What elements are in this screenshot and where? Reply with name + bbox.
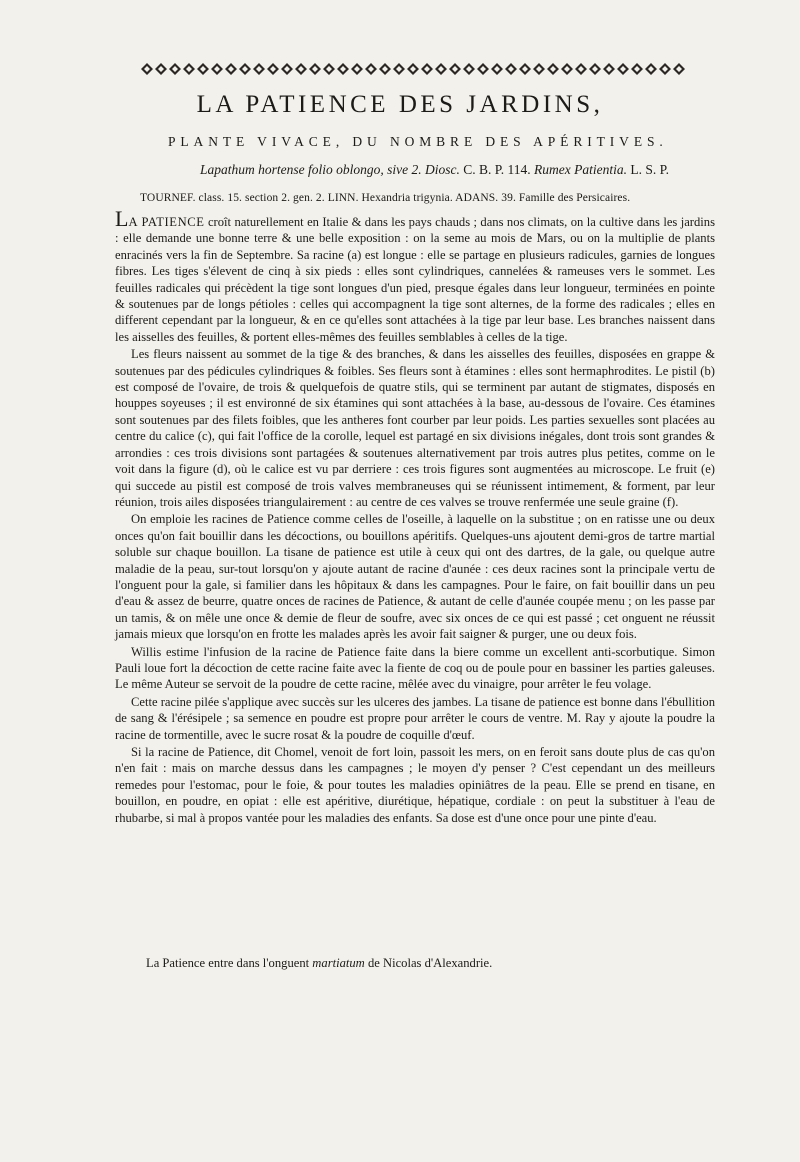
ornament-fleuron [379,63,391,75]
lead-words: A PATIENCE [128,215,205,229]
classification-line: TOURNEF. class. 15. section 2. gen. 2. LINN. Hexandria trigynia. ADANS. 39. Famille des Persicaires. [140,192,631,204]
ornament-fleuron [631,63,643,75]
ornament-fleuron [197,63,209,75]
paragraph-ulcers: Cette racine pilée s'applique avec succès sur les ulceres des jambes. La tisane de patience est bonne dans l'ébullition de sang & l'érésipele ; sa semence en poudre est propre pour arrêter le cours de ventre. M. Ray y ajoute la poudre la racine de tormentille, avec le sucre rosat & la poudre de coquille d'œuf. [115,694,715,742]
synonym-reference: C. B. P. 114. [463,162,531,177]
ornament-fleuron [645,63,657,75]
ornament-fleuron [547,63,559,75]
ornament-fleuron [491,63,503,75]
ornament-fleuron [211,63,223,75]
ornament-fleuron [477,63,489,75]
paragraph-description-text: croît naturellement en Italie & dans les pays chauds ; dans nos climats, on la cultive dans les jardins : elle demande une bonne terre & une belle exposition : on la seme au mois de Mars, ou on la multiplie de plants enracinés vers la fin de Septembre. Sa racine (a) est longue : elle se partage en plusieurs radicules, garnies de longues fibres. Les tiges s'élevent de cinq à six pieds : elles sont cylindriques, cannelées & rameuses vers le sommet. Les feuilles radicales qui précèdent la tige sont longues d'un pied, presque égales dans leur longueur, terminées en pointe & soutenues par de longs pétioles : celles qui accompagnent la tige sont alternes, de la forme des radicales ; elles en different cependant par la longueur, & en ce qu'elles sont attachées à la tige par leur base. Les branches naissent dans les aisselles des feuilles, & portent elles-mêmes des feuilles semblables à celles de la tige. [115,215,715,344]
ornament-fleuron [589,63,601,75]
ornament-fleuron [449,63,461,75]
paragraph-description [115,206,715,345]
closing-italic-word: martiatum [312,956,365,970]
synonym-linnaeus: L. S. P. [630,162,670,177]
paragraph-chomel: Si la racine de Patience, dit Chomel, venoit de fort loin, passoit les mers, on en feroit sans doute plus de cas qu'on n'en fait : mais on marche dessus dans les campagnes ; le moyen d'y penser ? C'est cependant un des meilleurs remedes pour l'estomac, pour le foie, & pour toutes les maladies opiniâtres de la peau. Elle se prend en tisane, en bouillon, en poudre, en opiat : elle est apéritive, diurétique, hépatique, cordiale : on peut la substituer à l'eau de rhubarbe, si mal à propos vantée pour les maladies des enfants. Sa dose est d'une once pour une pinte d'eau. [115,745,715,825]
ornament-fleuron [519,63,531,75]
body-text [115,206,715,827]
ornament-fleuron [561,63,573,75]
ornament-fleuron [393,63,405,75]
ornament-fleuron [365,63,377,75]
ornament-fleuron [617,63,629,75]
ornament-band [140,62,688,76]
synonym-latin: Lapathum hortense folio oblongo, sive 2. Diosc. [200,162,460,177]
ornament-fleuron [309,63,321,75]
ornament-fleuron [253,63,265,75]
ornament-fleuron [323,63,335,75]
ornament-fleuron [169,63,181,75]
ornament-fleuron [407,63,419,75]
ornament-fleuron [533,63,545,75]
botanical-synonyms [200,162,720,178]
ornament-fleuron [337,63,349,75]
ornament-fleuron [239,63,251,75]
ornament-fleuron [281,63,293,75]
closing-line [146,956,706,971]
ornament-fleuron [673,63,685,75]
paragraph-willis: Willis estime l'infusion de la racine de Patience faite dans la biere comme un excellent anti-scorbutique. Simon Pauli loue fort la décoction de cette racine faite avec la fiente de coq ou de poule pour en bassiner les parties galeuses. Le même Auteur se servoit de la poudre de cette racine, mêlée avec du vinaigre, pour arrêter le feu volage. [115,644,715,692]
ornament-fleuron [463,63,475,75]
closing-text-after: de Nicolas d'Alexandrie. [367,956,493,970]
ornament-band-graphic [140,62,688,76]
ornament-fleuron [505,63,517,75]
ornament-fleuron [421,63,433,75]
closing-text-before: La Patience entre dans l'onguent [146,956,310,970]
drop-cap: L [115,206,129,231]
ornament-fleuron [603,63,615,75]
ornament-fleuron [435,63,447,75]
ornament-fleuron [659,63,671,75]
ornament-fleuron [155,63,167,75]
ornament-fleuron [351,63,363,75]
ornament-fleuron [267,63,279,75]
page-subtitle: PLANTE VIVACE, DU NOMBRE DES APÉRITIVES. [168,134,668,149]
ornament-fleuron [575,63,587,75]
paragraph-uses: On emploie les racines de Patience comme celles de l'oseille, à laquelle on la substitue ; on en ratisse une ou deux onces qu'on fait bouillir dans les décoctions, ou bouillons apéritifs. Quelques-uns ajoutent demi-gros de tartre martial soluble sur chaque bouillon. La tisane de patience est utile à ceux qui ont des dartres, de la gale, ou quelque autre maladie de la peau, sur-tout lorsqu'on y ajoute autant de racine d'aunée : ces deux racines sont la principale vertu de l'onguent pour la gale, si familier dans les hôpitaux & dans les campagnes. Pour le faire, on fait bouillir dans un peu d'eau & assez de beurre, quatre onces de racines de Patience, & autant de celle d'aunée coupée menu ; on les passe par un tamis, & on mêle une once & demie de fleur de soufre, avec six onces de ce qui est passé ; cet onguent ne réussit jamais mieux que lorsqu'on en frotte les malades après les avoir fait saigner & purger, une ou deux fois. [115,512,715,642]
ornament-fleuron [295,63,307,75]
ornament-fleuron [225,63,237,75]
page-title: LA PATIENCE DES JARDINS, [196,91,604,118]
ornament-fleuron [183,63,195,75]
synonym-rumex: Rumex Patientia. [534,162,628,177]
paragraph-flowers: Les fleurs naissent au sommet de la tige & des branches, & dans les aisselles des feuilles, disposées en grappe & soutenues par des pédicules cylindriques & foibles. Ses fleurs sont à étamines : elles sont hermaphrodites. Le pistil (b) est composé de l'ovaire, de trois & quelquefois de quatre stils, qui se terminent par autant de stigmates, disposés en houppes soyeuses ; il est environné de six étamines qui sont attachées à la base, au-dessous de l'ovaire. Ces étamines sont soutenues par des filets foibles, que les antheres font courber par leur poids. Les parties sexuelles sont placées au centre du calice (c), qui fait l'office de la corolle, lequel est partagé en six divisions inégales, dont trois sont grandes & arrondies : ces trois divisions sont partagées & soutenues alternativement par trois autres plus petites, comme on le voit dans la figure (d), où le calice est vu par derriere : ces trois figures sont augmentées au microscope. Le fruit (e) qui succede au pistil est composé de trois valves membraneuses qui se réunissent intimement, & forment, par leur réunion, trois ailes disposées triangulairement : au centre de ces valves se trouve renfermée une seule graine (f). [115,347,715,509]
ornament-fleuron [141,63,153,75]
